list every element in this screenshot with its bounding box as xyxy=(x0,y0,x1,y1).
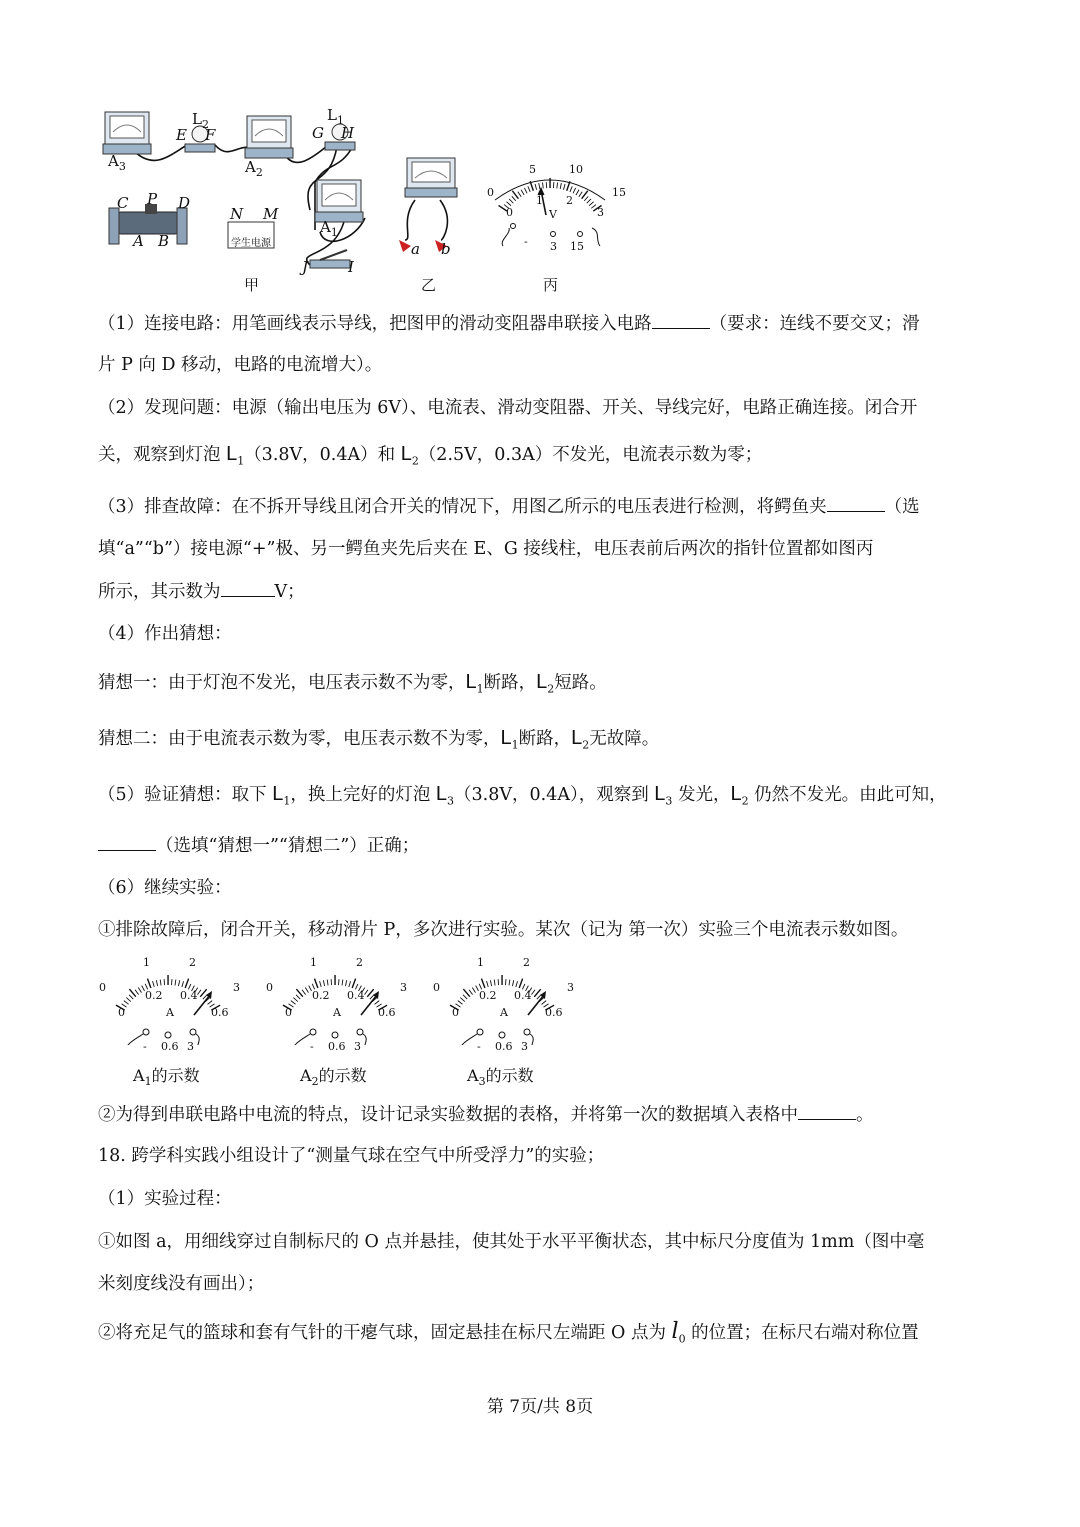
dial-tick xyxy=(364,990,368,995)
q18-p1-2: ②将充足气的篮球和套有气针的干瘪气球，固定悬挂在标尺左端距 O 点为 $l_0$ 的位置；在标尺右端对称位置 xyxy=(98,1319,919,1346)
amm2-term-neg: - xyxy=(310,1040,314,1053)
dial-tick xyxy=(573,188,576,193)
label-l2: $L_2$ xyxy=(192,110,209,131)
dial-tick xyxy=(487,981,489,987)
dial-tick xyxy=(323,980,324,986)
label-a: A xyxy=(133,232,144,250)
label-a1: $A_1$ xyxy=(320,218,338,239)
answer-blank-4[interactable] xyxy=(98,832,156,851)
q17-p3-line1: （3）排查故障：在不拆开导线且闭合开关的情况下，用图乙所示的电压表进行检测，将鳄鱼夹 （选 xyxy=(98,493,988,520)
label-clip-b: b xyxy=(441,240,451,258)
amm1-bottom-02: 0.2 xyxy=(145,989,163,1002)
dial-tick xyxy=(458,1001,463,1005)
dial-tick xyxy=(535,184,537,190)
dial-tick xyxy=(481,979,484,988)
q17-p1-line1: （1）连接电路：用笔画线表示导线，把图甲的滑动变阻器串联接入电路 （要求：连线不要交叉；滑 xyxy=(98,310,988,337)
amm2-term-3: 3 xyxy=(354,1040,361,1053)
q18-p1-1-line1: ①如图 a，用细线穿过自制标尺的 O 点并悬挂，使其处于水平平衡状态，其中标尺分度值为 1mm（图中毫 xyxy=(98,1232,925,1252)
ammeter-terminal xyxy=(143,1029,149,1035)
dial-tick xyxy=(512,980,513,986)
dial-tick xyxy=(320,981,322,987)
dial-tick xyxy=(518,192,521,197)
ammeter-wire xyxy=(363,1034,366,1045)
dial-top-15: 15 xyxy=(612,186,626,199)
amm3-bottom-02: 0.2 xyxy=(479,989,497,1002)
dial-tick xyxy=(124,1001,129,1005)
dial-left-0: 0 xyxy=(487,186,494,199)
label-j: J xyxy=(302,258,309,276)
page-footer: 第 7页/共 8页 xyxy=(486,1397,594,1417)
amm2-term-06: 0.6 xyxy=(328,1040,346,1053)
answer-blank-5[interactable] xyxy=(798,1101,856,1120)
dial-tick xyxy=(494,980,495,986)
dial-tick xyxy=(472,988,475,993)
amm3-top-2: 2 xyxy=(523,956,530,969)
amm3-unit: A xyxy=(500,1006,508,1019)
dial-tick xyxy=(584,196,588,201)
dial-bottom-0: 0 xyxy=(506,206,513,219)
dial-tick xyxy=(579,192,582,197)
label-d: D xyxy=(178,194,191,212)
ammeter-terminal xyxy=(310,1029,316,1035)
dial-tick xyxy=(490,980,491,986)
amm2-left-0: 0 xyxy=(266,981,273,994)
dial-tick xyxy=(374,1001,379,1005)
ammeter-wire xyxy=(530,1034,533,1045)
amm1-bottom-06: 0.6 xyxy=(211,1006,229,1019)
caption-a2: $A_2$的示数 xyxy=(300,1066,367,1089)
label-e: E xyxy=(176,126,187,144)
dial-tick xyxy=(185,979,188,988)
dial-tick xyxy=(178,980,179,986)
label-n: N xyxy=(230,205,244,223)
caption-yi: 乙 xyxy=(421,276,437,294)
amm1-term-06: 0.6 xyxy=(161,1040,179,1053)
amm2-bottom-0: 0 xyxy=(285,1006,292,1019)
dial-tick xyxy=(463,995,467,999)
dial-tick xyxy=(509,199,513,203)
dial-tick xyxy=(293,998,297,1002)
dial-tick xyxy=(576,190,579,195)
label-g: G xyxy=(312,124,324,142)
amm1-unit: A xyxy=(166,1006,174,1019)
amm3-top-1: 1 xyxy=(477,956,484,969)
dial-tick xyxy=(153,981,155,987)
dial-bottom-1: 1 xyxy=(536,194,543,207)
q18-p1: （1）实验过程： xyxy=(98,1189,232,1209)
ammeter-a3 xyxy=(103,112,151,154)
label-a2: $A_2$ xyxy=(245,158,263,179)
caption-jia: 甲 xyxy=(244,276,260,294)
dial-tick xyxy=(460,998,464,1002)
dial-tick xyxy=(197,990,201,995)
answer-blank-2[interactable] xyxy=(827,493,885,512)
amm3-bottom-06: 0.6 xyxy=(545,1006,563,1019)
dial-tick xyxy=(175,980,176,986)
q17-p6: （6）继续实验： xyxy=(98,878,232,898)
q18-title: 18. 跨学科实践小组设计了“测量气球在空气中所受浮力”的实验； xyxy=(98,1146,605,1166)
label-clip-a: a xyxy=(411,240,420,258)
dial-tick xyxy=(305,988,308,993)
label-p: P xyxy=(147,190,158,208)
label-f: F xyxy=(205,126,216,144)
dial-tick xyxy=(539,183,540,189)
dial-tick xyxy=(528,186,530,192)
amm1-right-3: 3 xyxy=(233,981,240,994)
amm1-top-2: 2 xyxy=(189,956,196,969)
dial-tick xyxy=(524,188,527,193)
dial-tick xyxy=(541,1001,546,1005)
ammeter-wire xyxy=(196,1034,199,1045)
ammeter-terminal xyxy=(524,1029,530,1035)
dial-tick xyxy=(296,995,300,999)
ammeter-wire xyxy=(459,1034,477,1045)
guess-two: 猜想二：由于电流表示数为零，电压表示数不为零，$L_1$断路，$L_2$无故障。 xyxy=(98,727,660,752)
amm3-bottom-04: 0.4 xyxy=(514,989,532,1002)
amm2-bottom-02: 0.2 xyxy=(312,989,330,1002)
dial-terminal-neg: - xyxy=(524,235,528,248)
ammeter-wire xyxy=(125,1034,143,1045)
amm2-bottom-06: 0.6 xyxy=(378,1006,396,1019)
dial-tick xyxy=(563,184,565,190)
dial-tick xyxy=(156,980,157,986)
label-i: I xyxy=(348,258,354,276)
dial-tick xyxy=(314,979,317,988)
q17-p3-line3: 所示，其示数为 V； xyxy=(98,578,988,605)
amm2-bottom-04: 0.4 xyxy=(347,989,365,1002)
dial-tick xyxy=(207,1001,212,1005)
dial-terminal-15: 15 xyxy=(570,240,584,253)
dial-tick xyxy=(345,980,346,986)
label-power-supply: 学生电源 xyxy=(231,238,271,249)
q17-p2-line2: 关，观察到灯泡 $L_1(3.8V$，0.4A）和 $L_2(2.5V$，0.3A）不发光，电流表示数为零； xyxy=(98,443,763,468)
dial-tick xyxy=(589,202,594,206)
amm3-left-0: 0 xyxy=(433,981,440,994)
label-m: M xyxy=(263,205,279,223)
amm1-left-0: 0 xyxy=(99,981,106,994)
ammeter-wire xyxy=(292,1034,310,1045)
guess-one: 猜想一：由于灯泡不发光，电压表示数不为零，$L_1$断路，$L_2$短路。 xyxy=(98,671,607,696)
amm2-top-2: 2 xyxy=(356,956,363,969)
dial-tick xyxy=(542,182,543,188)
dial-tick xyxy=(519,979,522,988)
dial-terminal-3: 3 xyxy=(550,240,557,253)
dial-tick xyxy=(557,183,558,189)
q17-p3-line2: 填“a”“b”）接电源“+”极、另一鳄鱼夹先后夹在 E、G 接线柱，电压表前后两次的指针位置都如图丙 xyxy=(98,539,874,559)
ammeter-terminal xyxy=(332,1032,338,1038)
dial-tick xyxy=(531,990,535,995)
dial-tick xyxy=(160,980,161,986)
dial-tick xyxy=(126,998,130,1002)
dial-tick xyxy=(182,981,184,987)
dial-bottom-2: 2 xyxy=(566,194,573,207)
dial-bottom-3: 3 xyxy=(597,206,604,219)
q17-p6-1: ①排除故障后，闭合开关，移动滑片 P，多次进行实验。某次（记为 第一次）实验三个电流表示数如图。 xyxy=(98,920,909,940)
label-b: B xyxy=(158,232,170,250)
ammeter-terminal xyxy=(357,1029,363,1035)
amm3-bottom-0: 0 xyxy=(452,1006,459,1019)
label-h: H xyxy=(341,124,355,142)
dial-tick xyxy=(560,183,561,189)
q17-p4: （4）作出猜想： xyxy=(98,624,232,644)
ammeter-terminal xyxy=(499,1032,505,1038)
dial-tick xyxy=(302,990,306,995)
dial-tick xyxy=(342,980,343,986)
amm1-term-neg: - xyxy=(143,1040,147,1053)
answer-blank-3[interactable] xyxy=(221,578,275,597)
label-c: C xyxy=(117,194,129,212)
dial-tick xyxy=(591,205,596,209)
dial-tick xyxy=(516,981,518,987)
dial-top-10: 10 xyxy=(569,163,583,176)
q17-p5-line1: （5）验证猜想：取下 $L_1$，换上完好的灯泡 $L_3(3.8V$，0.4A），观察到 $L_3$ 发光，$L_2$ 仍然不发光。由此可知， xyxy=(98,783,947,808)
caption-bing: 丙 xyxy=(543,276,559,294)
answer-blank-1[interactable] xyxy=(652,310,710,329)
amm3-term-06: 0.6 xyxy=(495,1040,513,1053)
amm2-top-1: 1 xyxy=(310,956,317,969)
q18-p1-1-line2: 米刻度线没有画出）； xyxy=(98,1274,265,1294)
dial-tick xyxy=(509,980,510,986)
dial-tick xyxy=(512,196,516,201)
dial-tick xyxy=(135,990,139,995)
q17-p2-line1: （2）发现问题：电源（输出电压为 6V）、电流表、滑动变阻器、开关、导线完好，电路正确连接。闭合开 xyxy=(98,398,918,418)
amm3-term-3: 3 xyxy=(521,1040,528,1053)
dial-tick xyxy=(521,190,524,195)
q17-p5-line2: （选填“猜想一”“猜想二”）正确； xyxy=(98,832,988,859)
q17-p1-line2: 片 P 向 D 移动，电路的电流增大）。 xyxy=(98,355,383,375)
dial-tick xyxy=(129,995,133,999)
amm2-right-3: 3 xyxy=(400,981,407,994)
amm3-right-3: 3 xyxy=(567,981,574,994)
caption-a1: $A_1$的示数 xyxy=(133,1066,200,1089)
label-l1: $L_1$ xyxy=(327,106,344,127)
dial-tick xyxy=(327,980,328,986)
dial-tick xyxy=(138,988,141,993)
dial-tick xyxy=(587,199,591,203)
amm3-term-neg: - xyxy=(477,1040,481,1053)
dial-tick xyxy=(570,186,572,192)
caption-a3: $A_3$的示数 xyxy=(467,1066,534,1089)
ammeter-a1 xyxy=(315,180,363,222)
label-a3: $A_3$ xyxy=(108,152,126,173)
dial-tick xyxy=(352,979,355,988)
q17-p6-2: ②为得到串联电路中电流的特点，设计记录实验数据的表格，并将第一次的数据填入表格中 。 xyxy=(98,1101,988,1128)
amm1-term-3: 3 xyxy=(187,1040,194,1053)
dial-tick xyxy=(469,990,473,995)
amm1-bottom-04: 0.4 xyxy=(180,989,198,1002)
ammeter-terminal xyxy=(190,1029,196,1035)
dial-top-5: 5 xyxy=(529,163,536,176)
amm1-bottom-0: 0 xyxy=(118,1006,125,1019)
dial-tick xyxy=(291,1001,296,1005)
ammeter-terminal xyxy=(165,1032,171,1038)
amm1-top-1: 1 xyxy=(143,956,150,969)
dial-tick xyxy=(147,979,150,988)
ammeter-a2 xyxy=(245,116,293,158)
dial-tick xyxy=(349,981,351,987)
ammeter-terminal xyxy=(477,1029,483,1035)
amm2-unit: A xyxy=(333,1006,341,1019)
dial-unit-v: V xyxy=(549,208,557,221)
